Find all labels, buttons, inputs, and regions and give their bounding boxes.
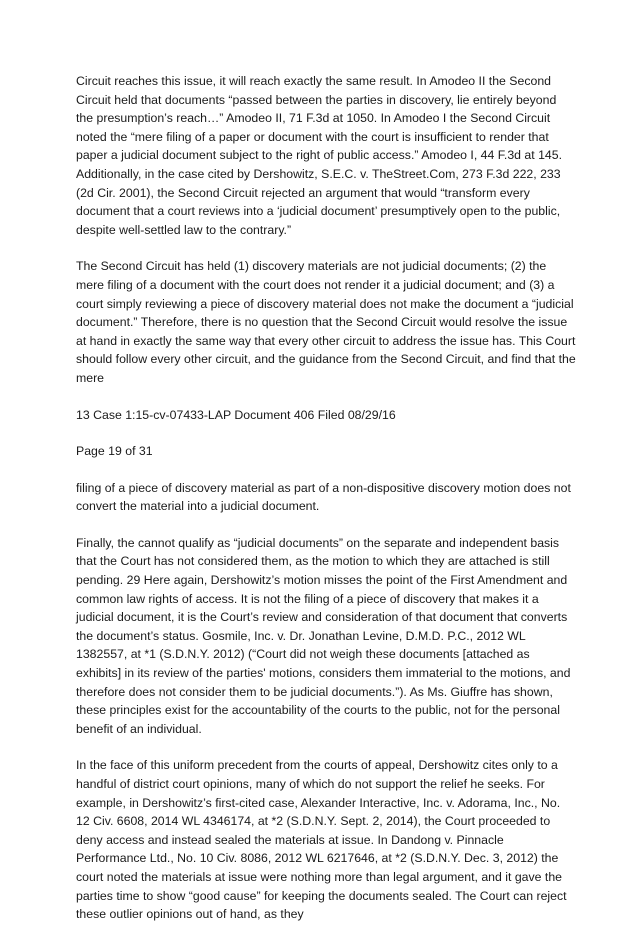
page-number: Page 19 of 31 — [76, 444, 153, 459]
page-footer-case-line: 13 Case 1:15-cv-07433-LAP Document 406 Filed 08/29/16 — [76, 407, 396, 422]
paragraph-second-circuit-holdings: The Second Circuit has held (1) discovery materials are not judicial documents; (2) the mere filing of a document with the court does not render it a judicial document; and (3) a court simply reviewing a piece of discovery material does not make the document a “judicial document.” Therefore, there is no question that the Second Circuit would resolve the issue at hand in exactly the same way that every other circuit to address the issue has. This Court should follow every other circuit, and the guidance from the Second Circuit, and find that the mere — [76, 259, 576, 385]
paragraph-uniform-precedent: In the face of this uniform precedent from the courts of appeal, Dershowitz cites only to a handful of district court opinions, many of which do not support the relief he seeks. For example, in Dershowitz’s first-cited case, Alexander Interactive, Inc. v. Adorama, Inc., No. 12 Civ. 6608, 2014 WL 4346174, at *2 (S.D.N.Y. Sept. 2, 2014), the Court proceeded to deny access and instead sealed the materials at issue. In Dandong v. Pinnacle Performance Ltd., No. 10 Civ. 8086, 2012 WL 6217646, at *2 (S.D.N.Y. Dec. 3, 2012) the court noted the materials at issue were nothing more than legal argument, and it gave the parties time to show “good cause” for keeping the documents sealed. The Court can reject these outlier opinions out of hand, as they — [76, 758, 567, 922]
paragraph-amodeo: Circuit reaches this issue, it will reach exactly the same result. In Amodeo II the Second Circuit held that documents “passed between the parties in discovery, lie entirely beyond the presumption’s reach…” Amodeo II, 71 F.3d at 1050. In Amodeo I the Second Circuit noted the “mere filing of a paper or document with the court is insufficient to render that paper a judicial document subject to the right of public access.” Amodeo I, 44 F.3d at 145. Additionally, in the case cited by Dershowitz, S.E.C. v. TheStreet.Com, 273 F.3d 222, 233 (2d Cir. 2001), the Second Circuit rejected an argument that would “transform every document that a court reviews into a ‘judicial document’ presumptively open to the public, despite well-settled law to the contrary.” — [76, 74, 563, 237]
paragraph-finally: Finally, the cannot qualify as “judicial documents” on the separate and independent basis that the Court has not considered them, as the motion to which they are attached is still pending. 29 Here again, Dershowitz’s motion misses the point of the First Amendment and common law rights of access. It is not the filing of a piece of discovery that makes it a judicial document, it is the Court’s review and consideration of that document that converts the document’s status. Gosmile, Inc. v. Dr. Jonathan Levine, D.M.D. P.C., 2012 WL 1382557, at *1 (S.D.N.Y. 2012) (“Court did not weigh these documents [attached as exhibits] in its review of the parties' motions, considers them immaterial to the motions, and therefore does not consider them to be judicial documents.”). As Ms. Giuffre has shown, these principles exist for the accountability of the courts to the public, not for the personal benefit of an individual. — [76, 535, 571, 736]
paragraph-filing-continuation: filing of a piece of discovery material as part of a non-dispositive discovery motion does not convert the material into a judicial document. — [76, 480, 571, 514]
document-page — [76, 72, 576, 942]
